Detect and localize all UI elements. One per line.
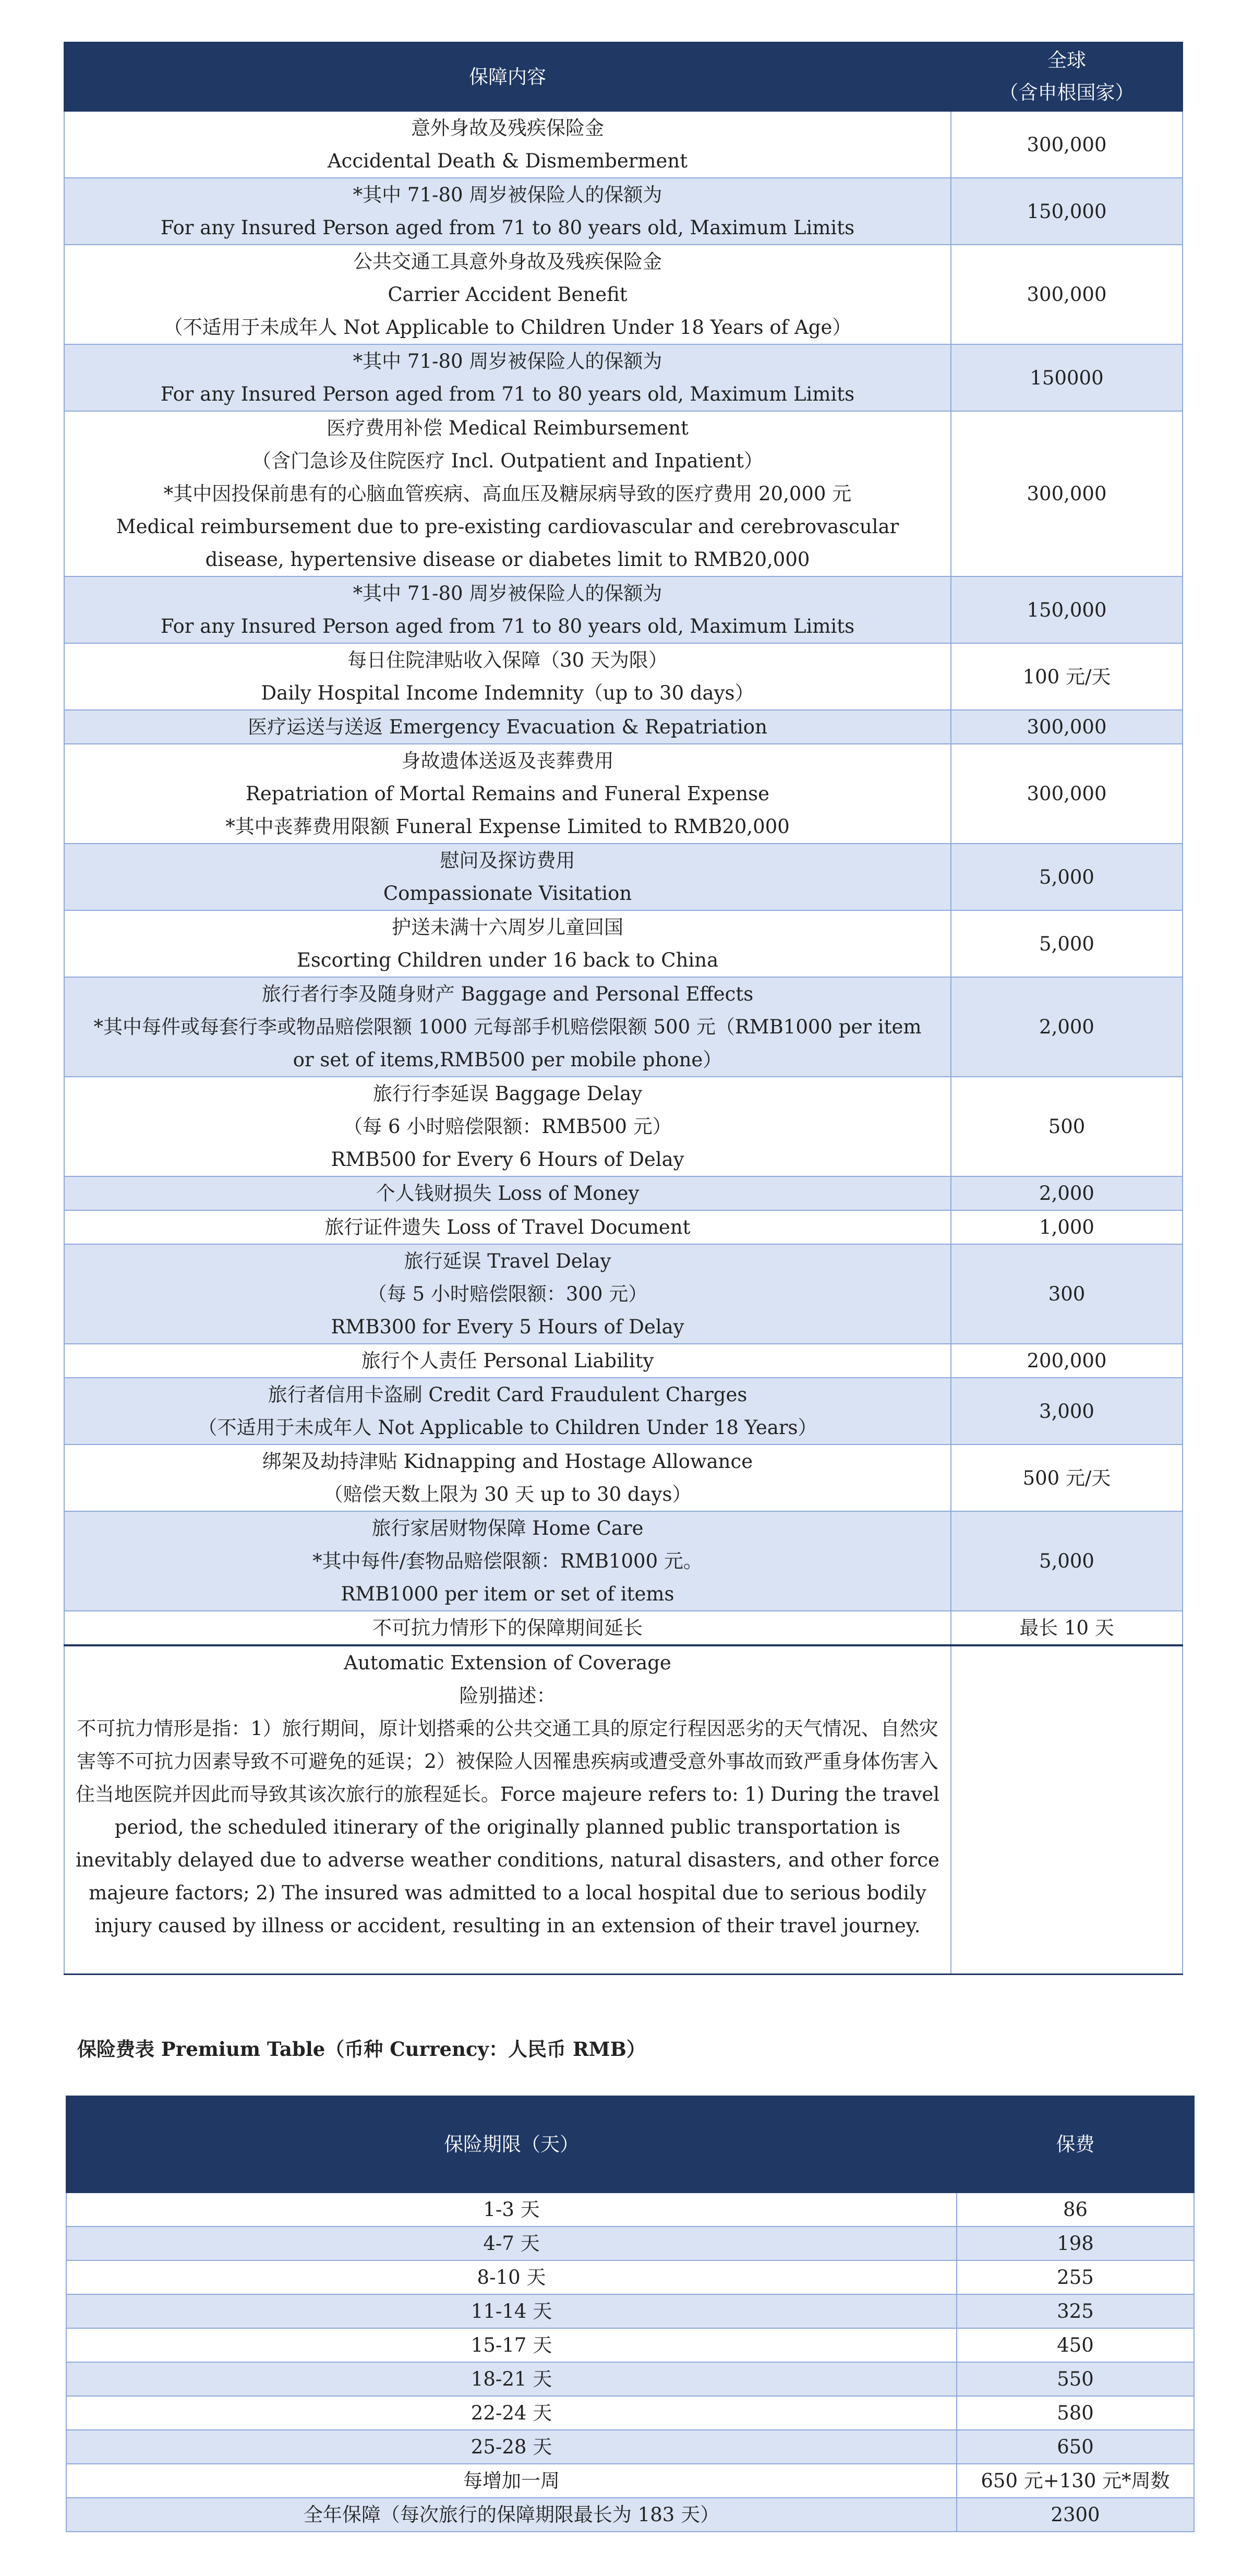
coverage-row (64, 1210, 1183, 1244)
coverage-row (64, 977, 1183, 1077)
premium-table (66, 2096, 1195, 2532)
premium-row (66, 2396, 1194, 2430)
premium-fee: 2300 (957, 2498, 1194, 2532)
coverage-item-line: 每日住院津贴收入保障（30 天为限） (347, 649, 668, 671)
coverage-header-region-line1: 全球 (1047, 49, 1086, 71)
premium-period: 4-7 天 (66, 2226, 957, 2260)
coverage-item (64, 1378, 951, 1445)
coverage-item-line: （不适用于未成年人 Not Applicable to Children Under 18 Years） (198, 1416, 817, 1439)
premium-period: 18-21 天 (66, 2362, 957, 2396)
coverage-amount: 2,000 (951, 977, 1183, 1077)
coverage-item (64, 1210, 951, 1244)
coverage-item-line: RMB300 for Every 5 Hours of Delay (331, 1316, 684, 1338)
coverage-amount: 300,000 (951, 245, 1183, 344)
premium-row (66, 2226, 1194, 2260)
coverage-amount: 2,000 (951, 1176, 1183, 1210)
coverage-row (64, 1176, 1183, 1210)
premium-fee: 255 (957, 2260, 1194, 2294)
coverage-amount: 最长 10 天 (951, 1611, 1183, 1645)
coverage-row (64, 1378, 1183, 1445)
premium-period: 11-14 天 (66, 2294, 957, 2328)
coverage-item-line: disease, hypertensive disease or diabetes limit to RMB20,000 (205, 548, 810, 571)
coverage-item (64, 744, 951, 844)
coverage-item-line: （含门急诊及住院医疗 Incl. Outpatient and Inpatient） (252, 450, 763, 472)
coverage-item-line: （每 6 小时赔偿限额：RMB500 元） (343, 1115, 672, 1138)
coverage-row (64, 1077, 1183, 1176)
coverage-item-line: 旅行延误 Travel Delay (404, 1250, 611, 1272)
coverage-amount: 300,000 (951, 744, 1183, 844)
coverage-item-line: RMB1000 per item or set of items (341, 1583, 674, 1605)
extension-subtitle: 险别描述： (459, 1684, 556, 1707)
coverage-item (64, 910, 951, 977)
coverage-row (64, 710, 1183, 744)
coverage-amount: 200,000 (951, 1344, 1183, 1378)
coverage-body (64, 111, 1183, 1645)
coverage-extension-row (64, 1645, 1183, 1975)
coverage-item-line: 意外身故及残疾保险金 (411, 117, 604, 139)
coverage-item-line: 旅行证件遗失 Loss of Travel Document (324, 1216, 691, 1238)
coverage-item-line: 旅行者行李及随身财产 Baggage and Personal Effects (261, 983, 754, 1005)
coverage-row (64, 1445, 1183, 1511)
coverage-amount: 500 元/天 (951, 1445, 1183, 1511)
coverage-item-line: Daily Hospital Income Indemnity（up to 30 days） (261, 682, 754, 704)
coverage-amount: 3,000 (951, 1378, 1183, 1445)
coverage-row (64, 1511, 1183, 1611)
coverage-item (64, 710, 951, 744)
coverage-item (64, 1511, 951, 1611)
premium-row (66, 2193, 1194, 2226)
coverage-item-line: 绑架及劫持津贴 Kidnapping and Hostage Allowance (262, 1450, 753, 1473)
coverage-row (64, 844, 1183, 910)
coverage-item-line: Medical reimbursement due to pre-existing cardiovascular and cerebrovascular (116, 515, 899, 538)
coverage-item-line: For any Insured Person aged from 71 to 80 years old, Maximum Limits (160, 615, 855, 637)
coverage-item-line: 旅行家居财物保障 Home Care (371, 1517, 644, 1539)
premium-row (66, 2430, 1194, 2464)
coverage-header-content: 保障内容 (64, 42, 951, 111)
coverage-item-line: 身故遗体送返及丧葬费用 (401, 750, 614, 772)
premium-row (66, 2294, 1194, 2328)
coverage-item (64, 411, 951, 576)
coverage-item-line: 医疗费用补偿 Medical Reimbursement (327, 417, 689, 439)
premium-fee: 580 (957, 2396, 1194, 2430)
coverage-table (64, 42, 1183, 1975)
coverage-item-line: 旅行者信用卡盗刷 Credit Card Fraudulent Charges (268, 1383, 747, 1406)
coverage-amount: 5,000 (951, 844, 1183, 910)
premium-fee: 450 (957, 2328, 1194, 2362)
coverage-item (64, 1176, 951, 1210)
coverage-header-region-line2: （含申根国家） (999, 81, 1135, 104)
extension-body: 不可抗力情形是指：1）旅行期间，原计划搭乘的公共交通工具的原定行程因恶劣的天气情况、自然灾害等不可抗力因素导致不可避免的延误；2）被保险人因罹患疾病或遭受意外事故而致严重身体伤害入住当地医院并因此而导致其该次旅行的旅程延长。Force majeure refers to: 1) During the travel period, the scheduled itinerary of the originally planned public transportation is inevitably delayed due to adverse weather conditions, natural disasters, and other force majeure factors; 2) The insured was admitted to a local hospital due to serious bodily injury caused by illness or accident, resulting in an extension of their travel journey. (75, 1717, 940, 1937)
premium-table-title: 保险费表 Premium Table（币种 Currency：人民币 RMB） (77, 2038, 646, 2061)
coverage-item (64, 977, 951, 1077)
coverage-item (64, 1077, 951, 1176)
coverage-amount: 150,000 (951, 576, 1183, 643)
premium-period: 1-3 天 (66, 2193, 957, 2226)
coverage-row (64, 245, 1183, 344)
coverage-item-line: *其中 71-80 周岁被保险人的保额为 (353, 184, 662, 206)
coverage-item-line: （赔偿天数上限为 30 天 up to 30 days） (323, 1483, 692, 1506)
coverage-item (64, 844, 951, 910)
coverage-row (64, 1244, 1183, 1344)
premium-body (66, 2193, 1194, 2532)
coverage-item-line: 旅行个人责任 Personal Liability (361, 1350, 654, 1372)
premium-fee: 650 (957, 2430, 1194, 2464)
coverage-header-row (64, 42, 1183, 111)
coverage-amount: 300 (951, 1244, 1183, 1344)
premium-period: 8-10 天 (66, 2260, 957, 2294)
coverage-row (64, 178, 1183, 245)
premium-header-row (66, 2096, 1194, 2193)
coverage-item (64, 111, 951, 178)
premium-row (66, 2498, 1194, 2532)
coverage-item-line: Accidental Death & Dismemberment (327, 150, 688, 172)
premium-fee: 198 (957, 2226, 1194, 2260)
extension-description (64, 1645, 951, 1975)
coverage-amount: 500 (951, 1077, 1183, 1176)
coverage-row (64, 1344, 1183, 1378)
coverage-item-line: 慰问及探访费用 (440, 849, 575, 872)
coverage-item-line: 旅行行李延误 Baggage Delay (372, 1082, 643, 1105)
coverage-item-line: Repatriation of Mortal Remains and Funeral Expense (245, 783, 769, 805)
coverage-item (64, 1244, 951, 1344)
coverage-item-line: Carrier Accident Benefit (388, 283, 628, 306)
coverage-item-line: For any Insured Person aged from 71 to 80 years old, Maximum Limits (160, 383, 855, 405)
coverage-item (64, 1611, 951, 1645)
coverage-row (64, 744, 1183, 844)
premium-period: 每增加一周 (66, 2464, 957, 2498)
coverage-amount: 300,000 (951, 111, 1183, 178)
premium-fee: 86 (957, 2193, 1194, 2226)
coverage-item-line: 护送未满十六周岁儿童回国 (392, 916, 623, 938)
coverage-item-line: Escorting Children under 16 back to China (296, 949, 719, 971)
coverage-item-line: Compassionate Visitation (383, 882, 632, 905)
premium-fee: 325 (957, 2294, 1194, 2328)
coverage-row (64, 411, 1183, 576)
coverage-item (64, 1344, 951, 1378)
coverage-item-line: 个人钱财损失 Loss of Money (376, 1182, 640, 1205)
coverage-item-line: *其中 71-80 周岁被保险人的保额为 (353, 350, 662, 372)
premium-row (66, 2328, 1194, 2362)
coverage-item-line: 不可抗力情形下的保障期间延长 (372, 1617, 643, 1639)
coverage-item-line: RMB500 for Every 6 Hours of Delay (331, 1148, 684, 1171)
coverage-item (64, 1445, 951, 1511)
premium-period: 全年保障（每次旅行的保障期限最长为 183 天） (66, 2498, 957, 2532)
premium-header-period: 保险期限（天） (66, 2096, 957, 2193)
coverage-header-region (951, 42, 1183, 111)
coverage-item-line: *其中 71-80 周岁被保险人的保额为 (353, 582, 662, 605)
coverage-amount: 100 元/天 (951, 643, 1183, 710)
premium-period: 22-24 天 (66, 2396, 957, 2430)
coverage-item (64, 576, 951, 643)
coverage-amount: 5,000 (951, 910, 1183, 977)
extension-value (951, 1645, 1183, 1975)
coverage-item-line: 医疗运送与送返 Emergency Evacuation & Repatriation (248, 716, 767, 738)
premium-period: 25-28 天 (66, 2430, 957, 2464)
coverage-item-line: 公共交通工具意外身故及残疾保险金 (353, 250, 662, 273)
premium-row (66, 2260, 1194, 2294)
coverage-extension-body (64, 1645, 1183, 1975)
coverage-item-line: *其中因投保前患有的心脑血管疾病、高血压及糖尿病导致的医疗费用 20,000 元 (163, 483, 852, 505)
coverage-amount: 150,000 (951, 178, 1183, 245)
coverage-row (64, 344, 1183, 411)
coverage-amount: 5,000 (951, 1511, 1183, 1611)
premium-row (66, 2362, 1194, 2396)
coverage-row (64, 643, 1183, 710)
coverage-row (64, 1611, 1183, 1645)
extension-title: Automatic Extension of Coverage (344, 1652, 671, 1674)
coverage-item-line: （每 5 小时赔偿限额：300 元） (367, 1283, 648, 1305)
coverage-amount: 300,000 (951, 411, 1183, 576)
coverage-item-line: *其中每件或每套行李或物品赔偿限额 1000 元每部手机赔偿限额 500 元（RMB1000 per item (93, 1016, 922, 1038)
premium-header-fee: 保费 (957, 2096, 1194, 2193)
premium-fee: 550 (957, 2362, 1194, 2396)
premium-fee: 650 元+130 元*周数 (957, 2464, 1194, 2498)
coverage-amount: 300,000 (951, 710, 1183, 744)
coverage-item (64, 643, 951, 710)
coverage-item (64, 178, 951, 245)
coverage-amount: 150000 (951, 344, 1183, 411)
coverage-item (64, 344, 951, 411)
coverage-amount: 1,000 (951, 1210, 1183, 1244)
coverage-item-line: （不适用于未成年人 Not Applicable to Children Under 18 Years of Age） (163, 316, 852, 339)
coverage-row (64, 111, 1183, 178)
premium-row (66, 2464, 1194, 2498)
coverage-item-line: *其中丧葬费用限额 Funeral Expense Limited to RMB20,000 (225, 815, 790, 838)
premium-period: 15-17 天 (66, 2328, 957, 2362)
coverage-row (64, 910, 1183, 977)
coverage-item-line: For any Insured Person aged from 71 to 80 years old, Maximum Limits (160, 216, 855, 239)
coverage-item-line: *其中每件/套物品赔偿限额：RMB1000 元。 (312, 1550, 703, 1572)
coverage-item (64, 245, 951, 344)
coverage-item-line: or set of items,RMB500 per mobile phone） (293, 1049, 722, 1071)
coverage-row (64, 576, 1183, 643)
